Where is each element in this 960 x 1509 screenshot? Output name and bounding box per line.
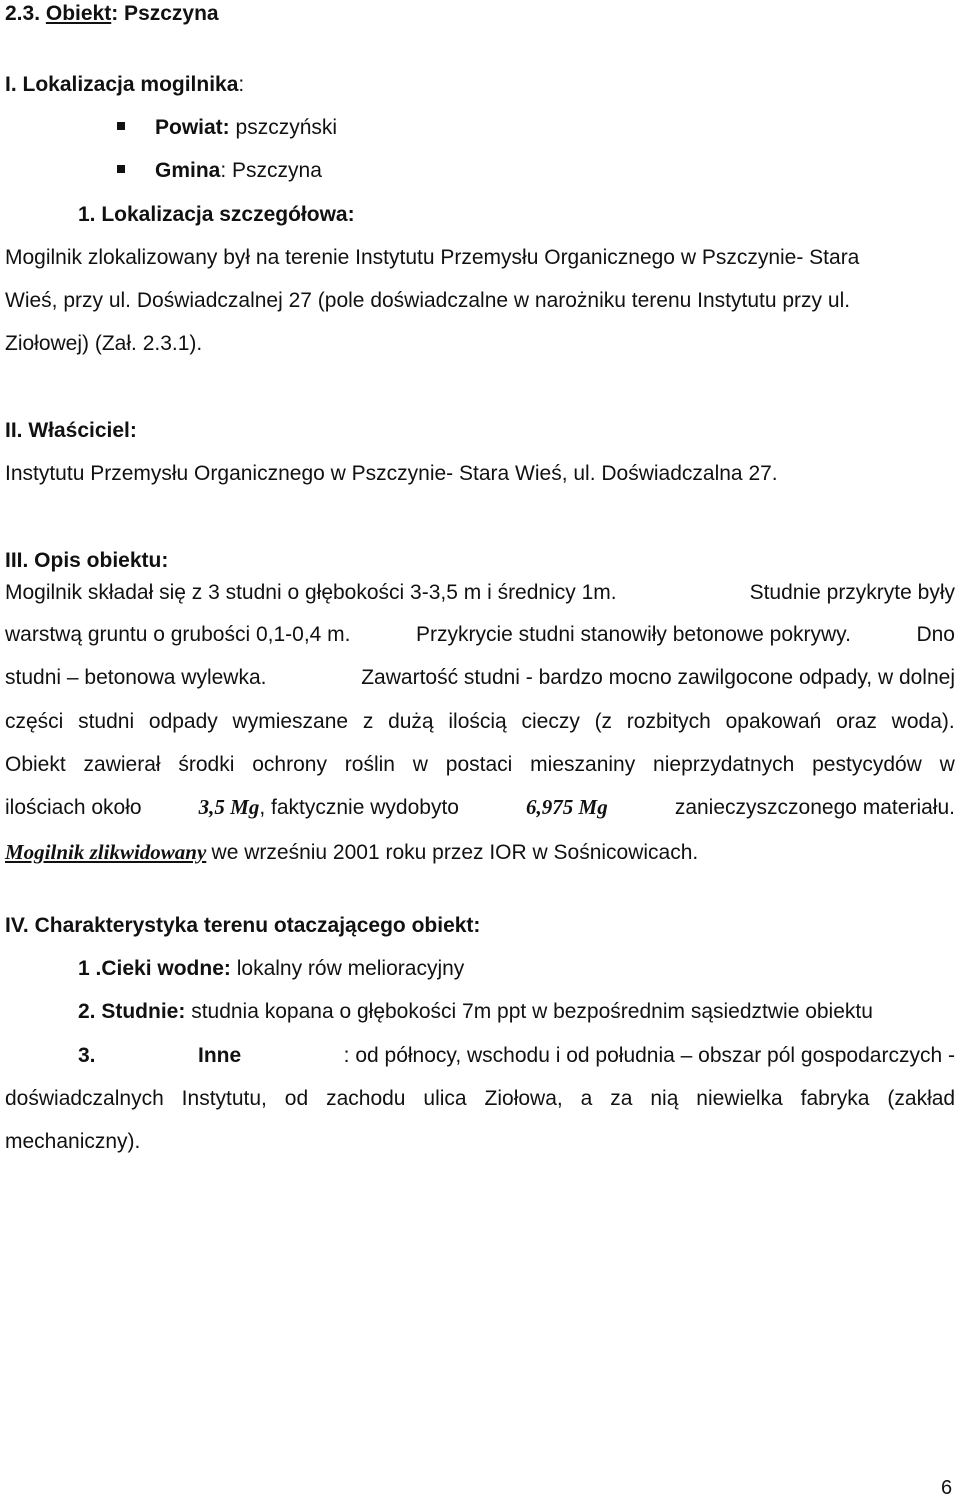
item-label: 1 .Cieki wodne: xyxy=(78,957,231,980)
item-text: doświadczalnych Instytutu, od zachodu ulica Ziołowa, a za nią niewielka fabryka (zakład xyxy=(5,1087,956,1110)
gmina-value: : Pszczyna xyxy=(220,159,322,182)
bullet-icon xyxy=(117,165,125,173)
powiat-item xyxy=(155,117,337,138)
description-line xyxy=(5,754,955,775)
description-text: , faktycznie wydobyto xyxy=(259,796,459,819)
detail-location-title: 1. Lokalizacja szczegółowa: xyxy=(78,203,355,226)
section-number: 2.3. xyxy=(5,2,41,25)
surrounding-line xyxy=(5,1088,955,1109)
description-line xyxy=(5,711,955,732)
surrounding-line: mechaniczny). xyxy=(5,1130,141,1153)
description-text: warstwą gruntu o grubości 0,1-0,4 m. xyxy=(5,623,351,646)
bullet-icon xyxy=(117,122,125,130)
description-text: studni – betonowa wylewka. xyxy=(5,666,267,689)
quantity-value: 6,975 Mg xyxy=(526,795,608,819)
gmina-label: Gmina xyxy=(155,159,221,182)
description-text: Dno xyxy=(916,623,955,646)
item-text: studnia kopana o głębokości 7m ppt w bezpośrednim sąsiedztwie obiektu xyxy=(191,1000,873,1023)
item-label: Inne xyxy=(198,1044,242,1067)
description-text: Obiekt zawierał środki ochrony roślin w postaci mieszaniny nieprzydatnych pestycydów w xyxy=(5,753,955,776)
owner-text: Instytutu Przemysłu Organicznego w Pszczynie- Stara Wieś, ul. Doświadczalna 27. xyxy=(5,462,778,485)
gmina-item xyxy=(155,160,322,181)
page-number: 6 xyxy=(941,1477,953,1499)
section-i-title xyxy=(5,74,244,95)
item-text: : od północy, wschodu i od południa – obszar pól gospodarczych - xyxy=(343,1044,955,1067)
liquidation-line xyxy=(5,842,698,863)
description-text: Zawartość studni - bardzo mocno zawilgocone odpady, w dolnej xyxy=(361,666,955,689)
section-i-colon: : xyxy=(238,73,245,96)
description-line xyxy=(5,624,955,645)
surrounding-item xyxy=(78,958,464,979)
description-line xyxy=(5,667,955,688)
description-text: części studni odpady wymieszane z dużą ilością cieczy (z rozbitych opakowań oraz woda). xyxy=(5,710,955,733)
description-text: Przykrycie studni stanowiły betonowe pokrywy. xyxy=(416,623,851,646)
liquidation-label: Mogilnik zlikwidowany xyxy=(5,840,207,864)
section-iii-title: III. Opis obiektu: xyxy=(5,549,169,572)
section-ii-title: II. Właściciel: xyxy=(5,419,137,442)
item-label: 2. Studnie: xyxy=(78,1000,186,1023)
section-i-title-text: I. Lokalizacja mogilnika xyxy=(5,73,239,96)
item-text: lokalny rów melioracyjny xyxy=(236,957,465,980)
powiat-label: Powiat: xyxy=(155,116,230,139)
surrounding-item xyxy=(78,1045,955,1066)
object-value: : Pszczyna xyxy=(111,2,219,25)
powiat-value: pszczyński xyxy=(235,116,338,139)
section-iv-title: IV. Charakterystyka terenu otaczającego obiekt: xyxy=(5,914,481,937)
quantity-value: 3,5 Mg xyxy=(198,795,260,819)
document-heading xyxy=(5,3,219,24)
description-text: ilościach około xyxy=(5,796,142,819)
item-number: 3. xyxy=(78,1044,96,1067)
location-desc-line: Mogilnik zlokalizowany był na terenie Instytutu Przemysłu Organicznego w Pszczynie- Stara xyxy=(5,246,860,269)
description-text: zanieczyszczonego materiału. xyxy=(674,796,955,819)
description-line xyxy=(5,797,955,818)
description-line xyxy=(5,582,955,603)
description-text: Studnie przykryte były xyxy=(749,581,955,604)
object-label: Obiekt xyxy=(45,2,112,25)
location-desc-line: Ziołowej) (Zał. 2.3.1). xyxy=(5,332,203,355)
liquidation-text: we wrześniu 2001 roku przez IOR w Sośnicowicach. xyxy=(211,841,699,864)
description-text: Mogilnik składał się z 3 studni o głębokości 3-3,5 m i średnicy 1m. xyxy=(5,581,617,604)
location-desc-line: Wieś, przy ul. Doświadczalnej 27 (pole doświadczalne w narożniku terenu Instytutu przy ul. xyxy=(5,289,851,312)
surrounding-item xyxy=(78,1001,873,1022)
